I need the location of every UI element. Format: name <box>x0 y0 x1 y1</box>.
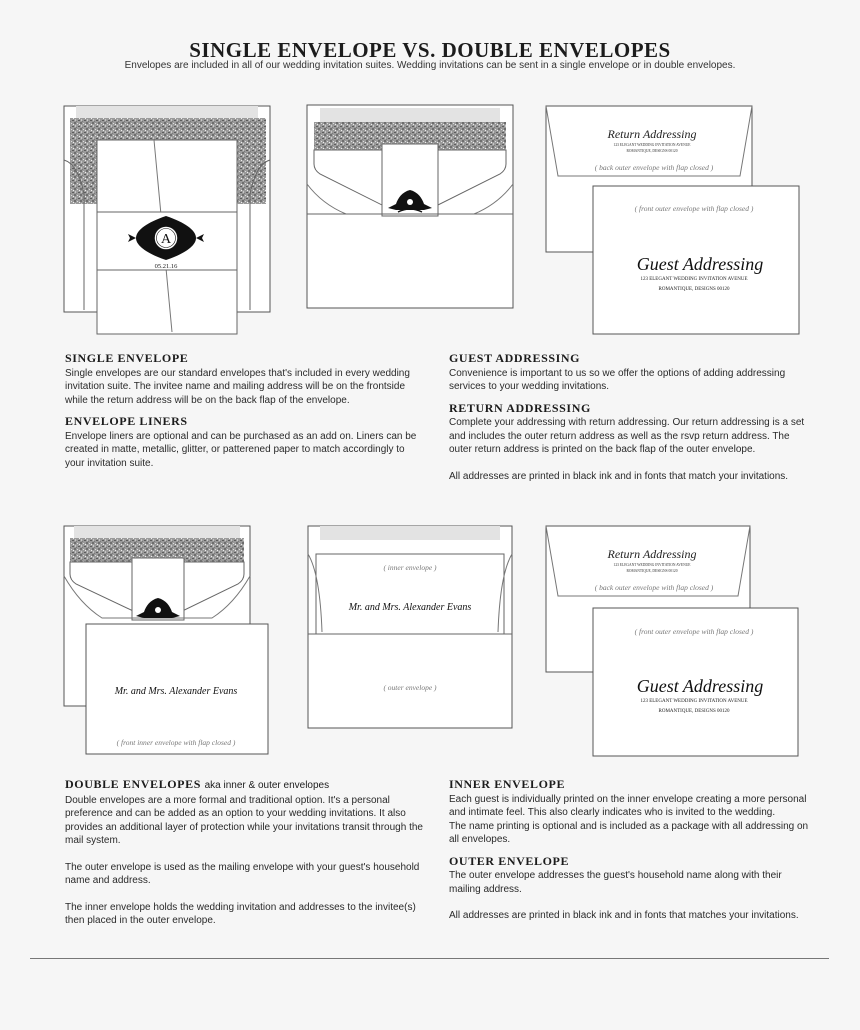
inner-envelope-name-script: Mr. and Mrs. Alexander Evans <box>114 686 238 697</box>
outer-envelopes-illustration <box>544 104 802 336</box>
guest-address-line2: ROMANTIQUE, DESIGNS 00120 <box>658 709 730 714</box>
envelope-liners-heading: ENVELOPE LINERS <box>65 414 188 428</box>
double-envelope-open-illustration <box>62 524 272 756</box>
inner-outer-section <box>449 778 815 923</box>
return-address-line2: ROMANTIQUE, DESIGNS 00120 <box>626 569 678 573</box>
band-date: 05.21.16 <box>154 263 178 270</box>
double-envelopes-aka: aka inner & outer envelopes <box>204 780 330 791</box>
outer-envelope-note: All addresses are printed in black ink and in fonts that matches your invitations. <box>449 910 799 921</box>
guest-address-line1: 123 ELEGANT WEDDING INVITATION AVENUE <box>640 699 748 704</box>
envelope-liners-body: Envelope liners are optional and can be purchased as an add on. Liners can be created in matte, metallic, glitter, or patterened paper to match accordingly to your invitation suite. <box>65 430 417 469</box>
addressing-section <box>449 352 815 483</box>
return-addressing-heading: RETURN ADDRESSING <box>449 400 591 415</box>
guest-addressing-body: Convenience is important to us so we offer the options of adding addressing services to your wedding invitations. <box>449 367 786 392</box>
inner-envelope-name-script: Mr. and Mrs. Alexander Evans <box>348 602 472 613</box>
outer-envelope-caption: ( outer envelope ) <box>383 683 437 692</box>
back-outer-caption: ( back outer envelope with flap closed ) <box>594 163 714 172</box>
return-addressing-note: All addresses are printed in black ink and in fonts that match your invitations. <box>449 470 789 482</box>
inner-envelope-p1: Each guest is individually printed on the inner envelope creating a more personal and intimate feel. This also clearly indicates who is invited to the wedding. <box>449 793 807 818</box>
double-envelopes-section <box>65 778 425 928</box>
single-envelope-heading: SINGLE ENVELOPE <box>65 351 189 365</box>
guest-address-line2: ROMANTIQUE, DESIGNS 00120 <box>658 287 730 292</box>
bottom-divider <box>30 958 829 959</box>
inner-envelope-caption: ( inner envelope ) <box>383 563 437 572</box>
front-outer-caption: ( front outer envelope with flap closed ) <box>634 627 754 636</box>
double-envelopes-heading <box>65 778 425 793</box>
inner-in-outer-illustration <box>306 524 514 730</box>
outer-envelope-heading: OUTER ENVELOPE <box>449 853 570 868</box>
double-outer-envelopes-illustration <box>544 524 802 758</box>
return-addressing-script: Return Addressing <box>607 547 697 561</box>
back-outer-caption: ( back outer envelope with flap closed ) <box>594 583 714 592</box>
inner-envelope-heading: INNER ENVELOPE <box>449 777 566 791</box>
monogram-letter: A <box>160 232 172 247</box>
return-address-line2: ROMANTIQUE, DESIGNS 00120 <box>626 149 678 153</box>
return-address-line1: 123 ELEGANT WEDDING INVITATION AVENUE <box>613 563 691 567</box>
double-envelopes-p1: Double envelopes are a more formal and traditional option. It's a personal preference and can be added as an option to your wedding invitations. It also provides an additional layer of protection while your invitations transit through the mail system. <box>65 794 423 846</box>
single-envelope-inserted-illustration <box>306 104 514 310</box>
single-envelope-section <box>65 352 425 470</box>
double-envelopes-p3: The inner envelope holds the wedding invitation and addresses to the invitee(s) then placed in the outer envelope. <box>65 901 416 926</box>
double-envelopes-title: DOUBLE ENVELOPES <box>65 777 201 791</box>
single-envelope-open-illustration <box>62 104 274 336</box>
guest-addressing-heading: GUEST ADDRESSING <box>449 351 581 365</box>
double-envelopes-p2: The outer envelope is used as the mailing envelope with your guest's household name and address. <box>65 861 420 886</box>
return-addressing-body: Complete your addressing with return addressing. Our return addressing is a set and includes the outer return address as well as the rsvp return address. The outer return address is printed on the back flap of the outer envelope. <box>449 417 805 455</box>
guest-addressing-script: Guest Addressing <box>636 676 764 696</box>
front-outer-caption: ( front outer envelope with flap closed ) <box>634 204 754 213</box>
single-envelope-body: Single envelopes are our standard envelopes that's included in every wedding invitation suite. The invitee name and mailing address will be on the frontside while the return address will be on the back flap of the envelope. <box>65 367 410 406</box>
guest-address-line1: 123 ELEGANT WEDDING INVITATION AVENUE <box>640 277 748 282</box>
page-title: SINGLE ENVELOPE VS. DOUBLE ENVELOPES <box>189 38 671 62</box>
return-address-line1: 123 ELEGANT WEDDING INVITATION AVENUE <box>613 143 691 147</box>
page-subtitle: Envelopes are included in all of our wedding invitation suites. Wedding invitations can be sent in a single envelope or in double envelopes. <box>124 60 736 71</box>
guest-addressing-script: Guest Addressing <box>636 254 764 274</box>
outer-envelope-body: The outer envelope addresses the guest's household name along with their mailing address. <box>449 870 782 895</box>
return-addressing-script: Return Addressing <box>607 127 697 141</box>
front-inner-caption: ( front inner envelope with flap closed ) <box>116 738 236 747</box>
inner-envelope-p2: The name printing is optional and is included as a package with all addressing on all envelopes. <box>449 820 809 845</box>
